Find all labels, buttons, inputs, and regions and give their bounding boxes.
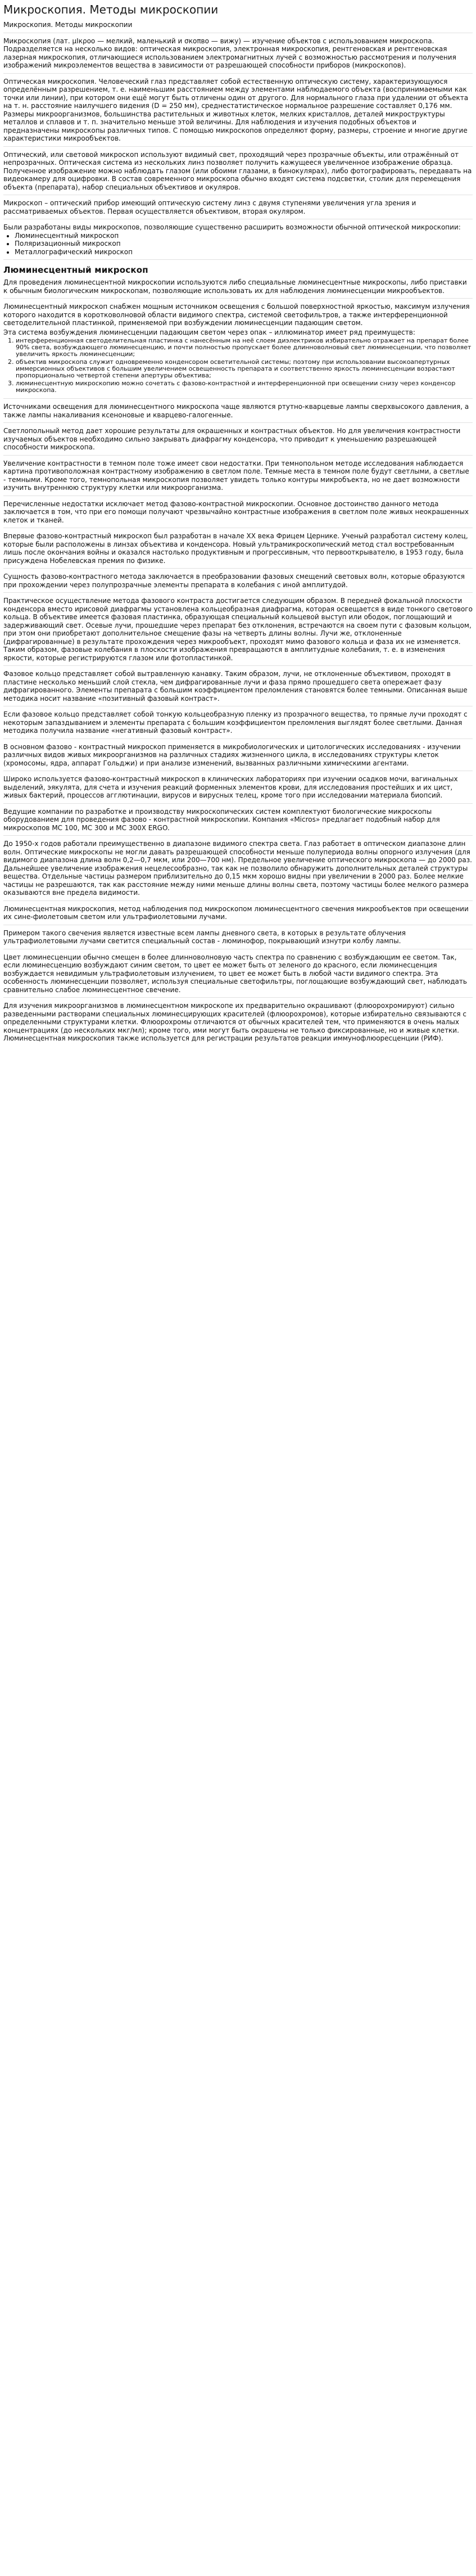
content-block [3,668,473,706]
paragraph: Фазовое кольцо представляет собой вытравленную канавку. Таким образом, лучи, не отклоненные объективом, проходят в пластине несколько меньший слой стекла, чем дифрагированные лучи и фаза прямо прошедшего света опережает фазу дифрагированного. Элементы препарата с большим коэффициентом преломления становятся более темными. Описанная выше методика носит название «позитивный фазовый контраст». [3,670,468,702]
paragraph: Оптический, или световой микроскоп используют видимый свет, проходящий через прозрачные объекты, или отражённый от непрозрачных. Оптическая система из нескольких линз позволяет получить кажущееся увеличенное изображение образца. Полученное изображение можно наблюдать глазом (или обоими глазами, в бинокулярах), либо фотографировать, передавать на видеокамеру для оцифровки. В состав современного микроскопа обычно входят система подсветки, столик для перемещения объекта (препарата), набор специальных объективов и окуляров. [3,150,472,191]
content-block [3,401,473,423]
page-title: Микроскопия. Методы микроскопии [3,3,219,16]
paragraph: Для изучения микроорганизмов в люминесцентном микроскопе их предварительно окрашивают (флюорохромируют) сильно разведенными растворами специальных люминесцирующих красителей (флюорохромов), которые избирательно связываются с определенными структурами клетки. Флюорохромы отличаются от обычных красителей тем, что применяются в очень малых концентрациях (до нескольких мкг/мл); кроме того, ими могут быть окрашены не только фиксированные, но и живые клетки. Люминесцентная микроскопия также используется для регистрации результатов реакции иммунофлюоресценции (РИФ). [3,1002,466,1042]
paragraph: Широко используется фазово-контрастный микроскоп в клинических лабораториях при изучении осадков мочи, вагинальных выделений, эякулята, для счета и изучения реакций форменных элементов крови, для исследования простейших и их цист, живых бактерий, процессов агглютинации, вирусов и вирусных телец, кроме того при исследовании материала биопсий. [3,775,458,799]
list-item: 3. люминесцентную микроскопию можно сочетать с фазово-контрастной и интерференционной при освещении снизу через конденсор микроскопа. [16,380,473,394]
content-block [3,571,473,593]
content-block [3,709,473,739]
section-heading: Люминесцентный микроскоп [3,265,148,275]
list-item: • Поляризационный микроскоп [15,240,473,248]
content-block [3,498,473,529]
paragraph: В основном фазово - контрастный микроскоп применяется в микробиологических и цитологических исследованиях - изучении различных видов живых микроорганизмов на различных стадиях жизненного цикла, в исследованиях структуры клеток (хромосомы, ядра, аппарат Гольджи) и при анализе изменений, вызванных различными химическими агентами. [3,742,461,767]
content-block [3,76,473,147]
paragraph: Люминесцентная микроскопия, метод наблюдения под микроскопом люминесцентного свечения микрообъектов при освещении их сине-фиолетовым светом или ультрафиолетовыми лучами. [3,904,469,921]
content-block [3,19,473,33]
bullet-list [3,232,473,256]
paragraph: Источниками освещения для люминесцентного микроскопа чаще являются ртутно-кварцевые лампы сверхвысокого давления, а также лампы накаливания ксеноновые и кварцево-галогенные. [3,403,469,419]
content-block [3,458,473,496]
paragraph: Микроскоп – оптический прибор имеющий оптическую систему линз с двумя ступенями увеличения угла зрения и рассматриваемых объектов. Первая осуществляется объективом, вторая окуляром. [3,199,416,215]
paragraph: Практическое осуществление метода фазового контраста достигается следующим образом. В передней фокальной плоскости конденсора вместо ирисовой диафрагмы установлена кольцеобразная диафрагма, которая освещается в виде тонкого светового кольца. В объективе имеется фазовая пластинка, образующая специальный кольцевой выступ или ободок, поглощающий и задерживающий свет. Осевые лучи, прошедшие через препарат без отклонения, встречаются на своем пути с фазовым кольцом, при этом они приобретают дополнительное смещение фазы на четверть длины волны. Лучи же, отклоненные (дифрагированные) в результате прохождения через микрообъект, проходят мимо фазового кольца и фаза их не изменяется. Таким образом, фазовые колебания в плоскости изображения превращаются в амплитудные колебания, т. е. в изменения яркости, которые регистрируются глазом или фотопластинкой. [3,597,473,662]
content-block [3,149,473,196]
content-block [3,838,473,901]
list-item: 1. интерференционная светоделительная пластинка с нанесённым на неё слоем диэлектриков избирательно отражает на препарат более 90% света, возбуждающего люминесценцию, и почти полностью пропускает более длинноволновый свет люминесценции, что позволяет увеличить яркость люминесценции; [16,337,473,358]
list-item: • Металлографический микроскоп [15,248,473,256]
paragraph: Микроскопия (лат. μΙкροο — мелкий, маленький и σкоπво — вижу) — изучение объектов с использованием микроскопа. Подразделяется на несколько видов: оптическая микроскопия, электронная микроскопия, рентгеновская и рентгеновская лазерная микроскопия, отличающиеся использованием электромагнитных лучей с возможностью рассмотрения и получения изображений микроэлементов вещества в зависимости от разрешающей способности приборов (микроскопов). [3,37,456,69]
paragraph: Люминесцентный микроскоп снабжен мощным источником освещения с большой поверхностной яркостью, максимум излучения которого находится в коротковолновой области видимого спектра, системой светофильтров, а также интерференционной светоделительной пластинкой, применяемой при возбуждении люминесценции падающим светом. [3,303,470,327]
content-block [3,197,473,219]
paragraph: Примером такого свечения является известные всем лампы дневного света, в которых в результате облучения ультрафиолетовыми лучами светится специальный состав - люминофор, покрывающий изнутри колбу лампы. [3,929,406,945]
content-block [3,425,473,456]
content-block [3,1000,473,1046]
content-block [3,595,473,666]
paragraph: Если фазовое кольцо представляет собой тонкую кольцеобразную пленку из прозрачного вещества, то прямые лучи проходят с некоторым запаздыванием и элементы препарата с большим коэффициентом преломления выглядят более светлыми. Данная методика получила название «негативный фазовый контраст». [3,710,468,735]
content-block [3,806,473,836]
paragraph: Светлопольный метод дает хорошие результаты для окрашенных и контрастных объектов. Но для увеличения контрастности изучаемых объектов необходимо сильно закрывать диафрагму конденсора, что приводит к уменьшению разрешающей способности микроскопа. [3,427,461,451]
content-block [3,773,473,804]
document-content [3,19,473,1046]
document-page [0,0,476,1055]
content-block [3,741,473,772]
content-block [3,927,473,949]
content-block [3,530,473,569]
paragraph: Ведущие компании по разработке и производству микроскопических систем комплектуют биологические микроскопы оборудованием для проведения фазово - контрастной микроскопии. Компания «Micros» предлагает подобный набор для микроскопов МС 100, МС 300 и МС 300X ERGO. [3,807,440,832]
paragraph: Были разработаны виды микроскопов, позволяющие существенно расширить возможности обычной оптической микроскопии: [3,223,461,231]
content-block [3,952,473,998]
paragraph: Впервые фазово-контрастный микроскоп был разработан в начале XX века Фрицем Цернике. Ученый разработал систему колец, которые были расположены в линзах объектива и конденсора. Новый ультрамикроскопический метод стал востребованным лишь после окончания войны и оказался настолько продуктивным и прогрессивным, что первооткрывателю, в 1953 году, была присуждена Нобелевская премия по физике. [3,532,468,565]
paragraph: Оптическая микроскопия. Человеческий глаз представляет собой естественную оптическую систему, характеризующуюся определённым разрешением, т. е. наименьшим расстоянием между элементами наблюдаемого объекта (воспринимаемыми как точки или линии), при котором они ещё могут быть отличены один от другого. Для нормального глаза при удалении от объекта на т. н. расстояние наилучшего видения (D = 250 мм), среднестатистическое нормальное разрешение составляет 0,176 мм. Размеры микроорганизмов, большинства растительных и животных клеток, мелких кристаллов, деталей микроструктуры металлов и сплавов и т. п. значительно меньше этой величины. Для наблюдения и изучения подобных объектов и предназначены микроскопы различных типов. С помощью микроскопов определяют форму, размеры, строение и многие другие характеристики микрообъектов. [3,77,469,142]
list-item: • Люминесцентный микроскоп [15,232,473,240]
paragraph: Микроскопия. Методы микроскопии [3,21,133,29]
paragraph: Цвет люминесценции обычно смещен в более длинноволновую часть спектра по сравнению с возбуждающим ее светом. Так, если люминесценцию возбуждают синим светом, то цвет ее может быть от зеленого до красного, если люминесценция возбуждается невидимым ультрафиолетовым излучением, то цвет ее может быть в любой части видимого спектра. Эта особенность люминесценции позволяет, используя специальные светофильтры, поглощающие возбуждающий свет, наблюдать сравнительно слабое люминесцентное свечение. [3,953,467,994]
paragraph: До 1950-х годов работали преимущественно в диапазоне видимого спектра света. Глаз работает в оптическом диапазоне длин волн. Оптические микроскопы не могли давать разрешающей способности меньше полупериода волны опорного излучения (для видимого диапазона длина волн 0,2—0,7 мкм, или 200—700 нм). Предельное увеличение оптического микроскопа — до 2000 раз. Дальнейшее увеличение изображения нецелесообразно, так как не позволило обнаружить дополнительных деталей структуры вещества. Отдельные частицы размером приблизительно до 0,15 мкм хорошо видны при увеличении в 2000 раз. Более мелкие частицы не разрешаются, так как расстояние между ними меньше длины волны света, поэтому частицы более мелкого размера оказываются вне предела видимости. [3,840,472,897]
paragraph: Эта система возбуждения люминесценции падающим светом через опак – иллюминатор имеет ряд преимуществ: [3,328,415,336]
numbered-list [3,337,473,394]
content-block [3,35,473,74]
content-block [3,262,473,299]
paragraph: Перечисленные недостатки исключает метод фазово-контрастной микроскопии. Основное достоинство данного метода заключается в том, что при его помощи получают чрезвычайно контрастные изображения в светлом поле живых неокрашенных клеток и тканей. [3,499,469,524]
list-item: 2. объектив микроскопа служит одновременно конденсором осветительной системы; поэтому при использовании высокоапертурных иммерсионных объективов с большим увеличением освещенность препарата и соответственно яркость люминесценции возрастают пропорционально четвертой степени апертуры объектива; [16,359,473,379]
paragraph: Увеличение контрастности в темном поле тоже имеет свои недостатки. При темнопольном методе исследования наблюдается картина противоположная контрастному изображению в светлом поле. Темные места в темном поле будут светлыми, а светлые - темными. Кроме того, темнопольная микроскопия позволяет увидеть только контуры микробъекта, но не дает возможности изучить внутреннюю структуру клетки или микроорганизма. [3,459,469,492]
content-block [3,903,473,925]
content-block [3,222,473,260]
content-block [3,301,473,399]
paragraph: Сущность фазово-контрастного метода заключается в преобразовании фазовых смещений световых волн, которые образуются при прохождении через полупрозрачные элементы препарата в колебания с иной амплитудой. [3,573,465,589]
paragraph: Для проведения люминесцентной микроскопии используются либо специальные люминесцентные микроскопы, либо приставки к обычным биологическим микроскопам, позволяющие использовать их для наблюдения люминесценции микрообъектов. [3,278,467,295]
